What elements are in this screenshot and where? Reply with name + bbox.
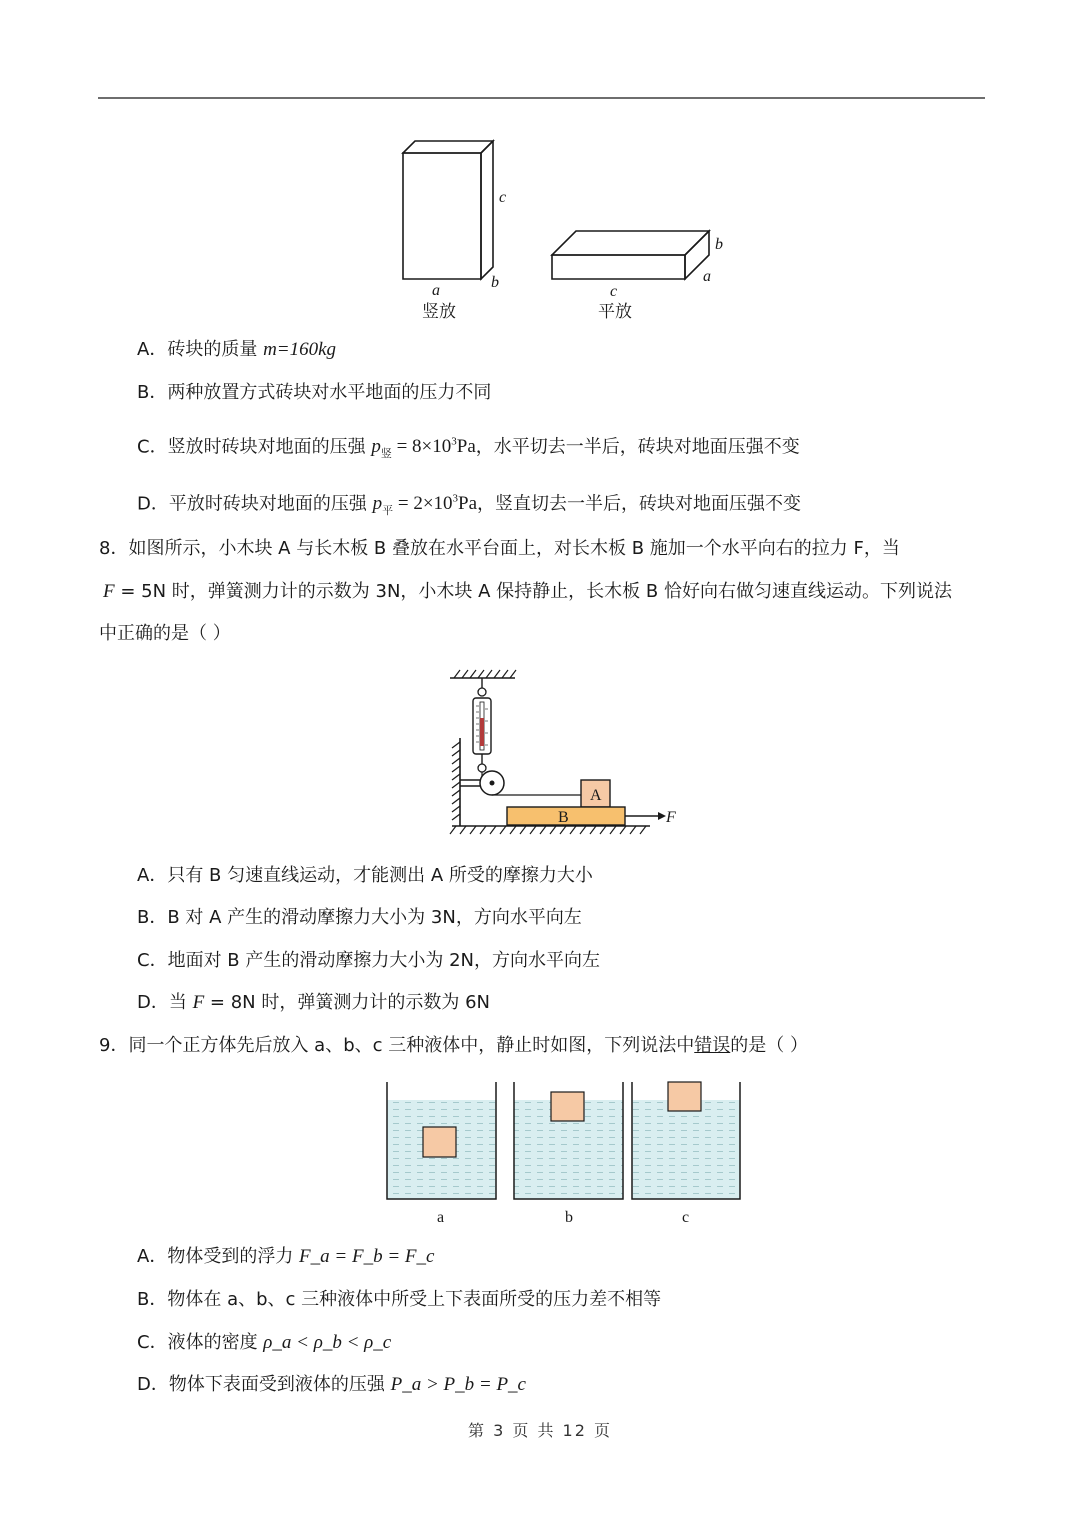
flat-label-c: c <box>610 283 618 300</box>
q8-stem-line1: 8．如图所示，小木块 A 与长木板 B 叠放在水平台面上，对长木板 B 施加一个水平向右的拉力 F，当 <box>99 538 900 559</box>
q9-option-d: D．物体下表面受到液体的压强 P_a > P_b = P_c <box>137 1374 526 1395</box>
header-rule <box>98 97 985 99</box>
q8-stem-line2: F = 5N 时，弹簧测力计的示数为 3N，小木块 A 保持静止，长木板 B 恰好向右做匀速直线运动。下列说法 <box>103 581 952 602</box>
flat-label-a: a <box>703 268 711 285</box>
q8-option-d: D．当 F = 8N 时，弹簧测力计的示数为 6N <box>137 992 491 1013</box>
flat-caption: 平放 <box>598 302 632 322</box>
vertical-caption: 竖放 <box>422 302 456 322</box>
pressure-formula: $p_平 = 2\times 10^3Pa$ <box>372 493 478 518</box>
container-a <box>387 1082 496 1199</box>
option-text-after: ，水平切去一半后，砖块对地面压强不变 <box>475 436 800 458</box>
option-text: 两种放置方式砖块对水平地面的压力不同 <box>167 382 492 403</box>
q8-option-c: C．地面对 B 产生的滑动摩擦力大小为 2N，方向水平向左 <box>137 950 600 971</box>
q8-option-a: A．只有 B 匀速直线运动，才能测出 A 所受的摩擦力大小 <box>137 865 593 886</box>
vertical-label-c: c <box>499 189 507 206</box>
density-formula: ρ_a < ρ_b < ρ_c <box>263 1332 392 1353</box>
svg-text:c: c <box>682 1209 690 1226</box>
svg-text:B: B <box>558 809 569 826</box>
spring-scale-figure <box>440 668 690 840</box>
q8-option-b: B．B 对 A 产生的滑动摩擦力大小为 3N，方向水平向左 <box>137 907 582 928</box>
vertical-label-a: a <box>432 282 440 299</box>
q9-option-c: C．液体的密度 ρ_a < ρ_b < ρ_c <box>137 1332 392 1353</box>
svg-text:b: b <box>565 1209 573 1226</box>
vertical-label-b: b <box>491 274 499 291</box>
option-text: 砖块的质量 <box>167 339 258 360</box>
svg-text:F: F <box>666 809 676 826</box>
flat-label-b: b <box>715 236 723 253</box>
option-letter: D． <box>137 493 169 515</box>
option-text: 平放时砖块对地面的压强 <box>168 493 367 515</box>
cube-b <box>551 1092 584 1121</box>
q9-stem: 9．同一个正方体先后放入 a、b、c 三种液体中，静止时如图，下列说法中错误的是（ ） <box>99 1035 808 1056</box>
q9-option-b: B．物体在 a、b、c 三种液体中所受上下表面所受的压力差不相等 <box>137 1289 662 1310</box>
container-b <box>514 1082 623 1199</box>
q7-option-b <box>137 381 491 405</box>
pressure-formula: $p_竖 = 8\times 10^3Pa$ <box>371 436 476 461</box>
q8-stem-line3: 中正确的是（ ） <box>99 623 231 644</box>
mass-formula: m=160kg <box>263 339 337 360</box>
brick-figure <box>395 135 755 325</box>
q9-option-a: A．物体受到的浮力 F_a = F_b = F_c <box>137 1246 435 1267</box>
option-text-after: ，竖直切去一半后，砖块对地面压强不变 <box>477 493 802 515</box>
svg-text:A: A <box>590 787 602 804</box>
option-letter: A． <box>137 339 168 360</box>
liquid-containers-figure <box>380 1078 750 1228</box>
option-text: 竖放时砖块对地面的压强 <box>167 436 366 458</box>
q7-option-d <box>137 487 801 523</box>
buoyancy-formula: F_a = F_b = F_c <box>299 1246 435 1267</box>
pressure-formula: P_a > P_b = P_c <box>390 1374 526 1395</box>
option-letter: B． <box>137 382 168 403</box>
q7-option-a <box>137 338 336 362</box>
page-footer: 第 3 页 共 12 页 <box>468 1421 612 1440</box>
cube-c <box>668 1082 701 1111</box>
svg-text:a: a <box>437 1209 445 1226</box>
vertical-brick <box>403 141 493 279</box>
option-letter: C． <box>137 436 168 458</box>
cube-a <box>423 1127 456 1157</box>
flat-brick <box>552 231 709 279</box>
underlined-word: 错误 <box>694 1035 731 1056</box>
q7-option-c <box>137 430 800 466</box>
container-c <box>632 1082 740 1199</box>
